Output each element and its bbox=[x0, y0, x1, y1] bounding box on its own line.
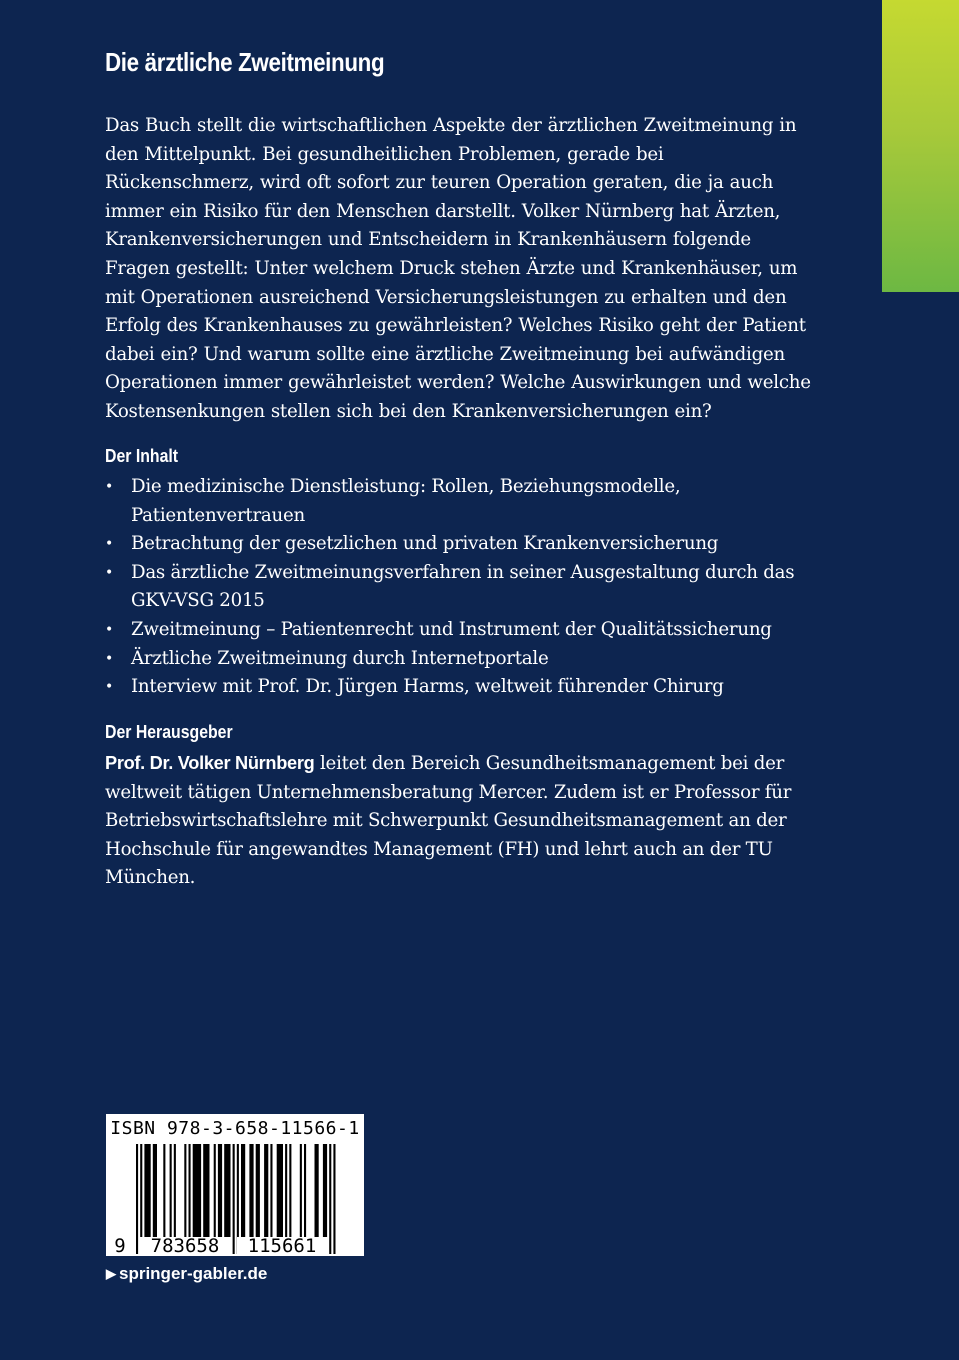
barcode-bar bbox=[174, 1144, 176, 1237]
barcode-bar bbox=[163, 1144, 165, 1237]
barcode-bar bbox=[241, 1144, 245, 1237]
bullet-icon: • bbox=[105, 621, 114, 638]
list-item bbox=[105, 645, 825, 674]
bullet-icon: • bbox=[105, 479, 114, 495]
barcode-bar bbox=[256, 1144, 260, 1237]
isbn-label: ISBN 978-3-658-11566-1 bbox=[110, 1118, 360, 1139]
editor-bio-text: leitet den Bereich Gesundheitsmanagement bei der weltweit tätigen Unternehmensberatung Mercer. Zudem ist er Professor für Betriebswirtschaftslehre mit Schwerpunkt Gesundheitsmanagement an der Hochschule für angewandtes Management (FH) und lehrt auch an der TU München. bbox=[105, 753, 792, 889]
list-item bbox=[105, 559, 825, 616]
publisher-website[interactable] bbox=[106, 1264, 267, 1284]
bullet-icon: • bbox=[105, 679, 114, 696]
barcode-bar bbox=[277, 1144, 283, 1237]
editor-bio bbox=[105, 749, 823, 893]
accent-color-bar bbox=[882, 0, 959, 292]
barcode-bar bbox=[144, 1144, 150, 1237]
barcode-bar bbox=[233, 1144, 235, 1254]
barcode-bar bbox=[189, 1144, 191, 1237]
barcode-bar bbox=[270, 1144, 272, 1237]
barcode-bar bbox=[323, 1144, 327, 1237]
list-item bbox=[105, 616, 825, 645]
barcode-bar bbox=[333, 1144, 335, 1254]
barcode-bar bbox=[214, 1144, 216, 1237]
list-item-text: Zweitmeinung – Patientenrecht und Instrument der Qualitätssicherung bbox=[131, 618, 772, 640]
book-description: Das Buch stellt die wirtschaftlichen Aspekte der ärztlichen Zweitmeinung in den Mittelpunkt. Bei gesundheitlichen Problemen, gerade bei Rückenschmerz, wird oft sofort zur teuren Operation geraten, die ja auch immer ein Risiko für den Menschen darstellt. Volker Nürnberg hat Ärzten, Krankenversicherungen und Entscheidern in Krankenhäusern folgende Fragen gestellt: Unter welchem Druck stehen Ärzte und Krankenhäuser, um mit Operationen ausreichend Versicherungsleistungen zu erhalten und den Erfolg des Krankenhauses zu gewährleisten? Welches Risiko geht der Patient dabei ein? Und warum sollte eine ärztliche Zweitmeinung bei aufwändigen Operationen immer gewährleistet werden? Welche Auswirkungen und welche Kostensenkungen stellen sich bei den Krankenversicherungen ein? bbox=[105, 115, 811, 422]
bullet-icon: • bbox=[105, 650, 114, 667]
list-item bbox=[105, 473, 825, 530]
barcode-bar bbox=[218, 1144, 222, 1237]
list-item bbox=[105, 673, 825, 702]
barcode-graphic bbox=[106, 1114, 364, 1256]
editor-name: Prof. Dr. Volker Nürnberg bbox=[105, 753, 315, 773]
website-link[interactable]: springer-gabler.de bbox=[119, 1264, 268, 1283]
barcode-bar bbox=[329, 1144, 331, 1254]
list-item bbox=[105, 530, 825, 559]
barcode-bar bbox=[249, 1144, 253, 1237]
list-item-text: Interview mit Prof. Dr. Jürgen Harms, weltweit führender Chirurg bbox=[131, 676, 724, 698]
barcode-bar bbox=[304, 1144, 306, 1237]
barcode-bar bbox=[224, 1144, 230, 1237]
barcode-right-digits: 115661 bbox=[247, 1235, 317, 1256]
book-title: Die ärztliche Zweitmeinung bbox=[105, 47, 385, 77]
barcode-bar bbox=[285, 1144, 287, 1237]
barcode-bar bbox=[289, 1144, 291, 1237]
isbn-barcode bbox=[106, 1114, 364, 1256]
list-item-text: Betrachtung der gesetzlichen und privaten Krankenversicherung bbox=[131, 533, 719, 555]
barcode-bar bbox=[203, 1144, 209, 1237]
barcode-bar bbox=[264, 1144, 268, 1237]
barcode-bar bbox=[153, 1144, 157, 1237]
barcode-bar bbox=[184, 1144, 186, 1237]
bullet-icon: • bbox=[105, 536, 114, 553]
contents-list bbox=[105, 473, 825, 702]
barcode-bar bbox=[170, 1144, 172, 1237]
list-item-text: Das ärztliche Zweitmeinungsverfahren in seiner Ausgestaltung durch das GKV-VSG 2015 bbox=[131, 561, 795, 612]
barcode-bar bbox=[315, 1144, 319, 1237]
editor-heading: Der Herausgeber bbox=[105, 722, 233, 742]
barcode-bar bbox=[136, 1144, 138, 1254]
barcode-bar bbox=[300, 1144, 302, 1237]
barcode-left-digits: 783658 bbox=[150, 1235, 220, 1256]
barcode-bar bbox=[193, 1144, 201, 1237]
barcode-first-digit: 9 bbox=[114, 1235, 126, 1256]
list-item-text: Ärztliche Zweitmeinung durch Internetportale bbox=[131, 647, 549, 669]
list-item-text: Die medizinische Dienstleistung: Rollen, Beziehungsmodelle, Patientenvertrauen bbox=[131, 476, 681, 526]
arrow-right-icon: ▶ bbox=[106, 1266, 116, 1281]
contents-heading: Der Inhalt bbox=[105, 446, 179, 466]
bullet-icon: • bbox=[105, 564, 114, 581]
